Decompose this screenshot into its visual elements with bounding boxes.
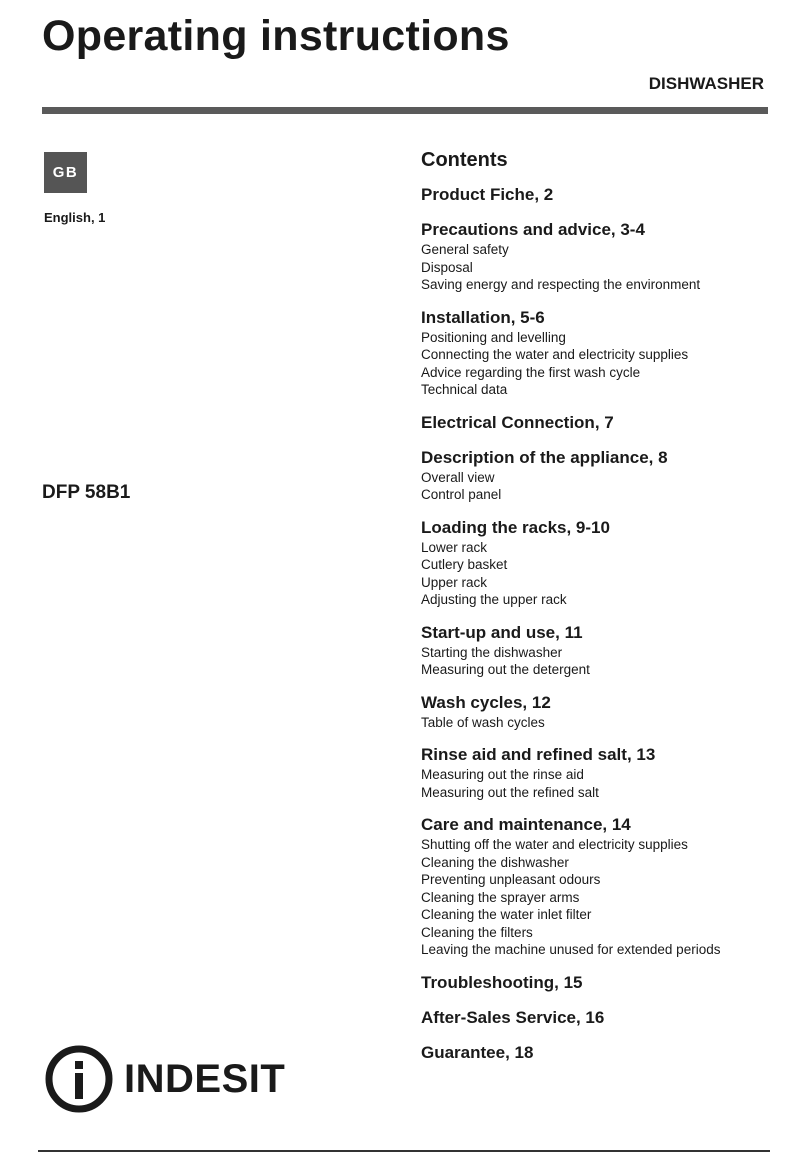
- toc-subsection-item: Cutlery basket: [421, 557, 508, 572]
- toc-subsection-item: Advice regarding the first wash cycle: [421, 364, 641, 380]
- toc-section-title: Precautions and advice, 3-4: [421, 220, 645, 239]
- toc-subsection-item: Disposal: [421, 259, 473, 275]
- toc-section: [421, 307, 801, 399]
- language-label: English, 1: [44, 210, 106, 225]
- toc-subsection-item: Preventing unpleasant odours: [421, 872, 601, 887]
- toc-section-title: Rinse aid and refined salt, 13: [421, 745, 656, 764]
- toc-section: [421, 219, 801, 294]
- toc-section: [421, 1007, 801, 1029]
- toc-subsection-item: Cleaning the filters: [421, 924, 533, 940]
- toc-subsection-item: Measuring out the refined salt: [421, 784, 599, 800]
- toc-section-title: Installation, 5-6: [421, 307, 545, 327]
- toc-section-title: Guarantee, 18: [421, 1042, 534, 1062]
- toc-subsection-item: Measuring out the rinse aid: [421, 767, 584, 782]
- toc-section: [421, 744, 801, 801]
- toc-section-title: Wash cycles, 12: [421, 692, 551, 712]
- toc-section-title: Product Fiche, 2: [421, 185, 554, 204]
- toc-section: [421, 1042, 801, 1064]
- toc-subsection-item: Shutting off the water and electricity supplies: [421, 837, 688, 852]
- toc-section: [421, 447, 801, 504]
- toc-section: [421, 972, 801, 994]
- language-badge: GB: [44, 152, 87, 193]
- toc-subsection-item: General safety: [421, 242, 509, 257]
- toc-section: [421, 517, 801, 609]
- toc-subsection-item: Control panel: [421, 487, 502, 502]
- toc-subsection-item: Leaving the machine unused for extended periods: [421, 942, 721, 957]
- table-of-contents: [421, 148, 801, 1077]
- toc-subsection-item: Saving energy and respecting the environment: [421, 277, 701, 292]
- toc-section-title: Troubleshooting, 15: [421, 972, 583, 992]
- toc-section-title: After-Sales Service, 16: [421, 1007, 605, 1027]
- toc-section: [421, 814, 801, 959]
- toc-subsection-item: Connecting the water and electricity supplies: [421, 347, 689, 362]
- power-logo-icon: [44, 1044, 114, 1114]
- contents-heading: Contents: [421, 149, 508, 171]
- page-title: Operating instructions: [42, 12, 510, 60]
- product-category: DISHWASHER: [648, 74, 764, 93]
- toc-section-title: Description of the appliance, 8: [421, 447, 668, 467]
- toc-subsection-item: Table of wash cycles: [421, 714, 545, 730]
- toc-subsection-item: Cleaning the water inlet filter: [421, 907, 592, 922]
- toc-subsection-item: Measuring out the detergent: [421, 662, 590, 677]
- toc-section: [421, 184, 801, 206]
- footer-divider: [38, 1150, 770, 1152]
- toc-section: [421, 622, 801, 679]
- model-number: DFP 58B1: [42, 482, 131, 503]
- toc-subsection-item: Technical data: [421, 382, 508, 397]
- toc-section-title: Care and maintenance, 14: [421, 815, 631, 834]
- toc-subsection-item: Upper rack: [421, 574, 488, 590]
- toc-subsection-item: Cleaning the sprayer arms: [421, 889, 580, 905]
- toc-subsection-item: Adjusting the upper rack: [421, 592, 567, 607]
- toc-subsection-item: Starting the dishwasher: [421, 644, 563, 660]
- toc-section-title: Electrical Connection, 7: [421, 412, 614, 432]
- toc-subsection-item: Lower rack: [421, 539, 488, 555]
- brand-logo: [44, 1044, 285, 1114]
- toc-section: [421, 692, 801, 732]
- toc-section-title: Loading the racks, 9-10: [421, 517, 610, 537]
- toc-section: [421, 412, 801, 434]
- toc-sections: [421, 184, 801, 1064]
- toc-section-title: Start-up and use, 11: [421, 622, 583, 642]
- brand-name: INDESIT: [124, 1057, 286, 1101]
- header-divider: [42, 107, 768, 114]
- toc-subsection-item: Cleaning the dishwasher: [421, 854, 569, 870]
- toc-subsection-item: Overall view: [421, 469, 495, 485]
- toc-subsection-item: Positioning and levelling: [421, 329, 566, 345]
